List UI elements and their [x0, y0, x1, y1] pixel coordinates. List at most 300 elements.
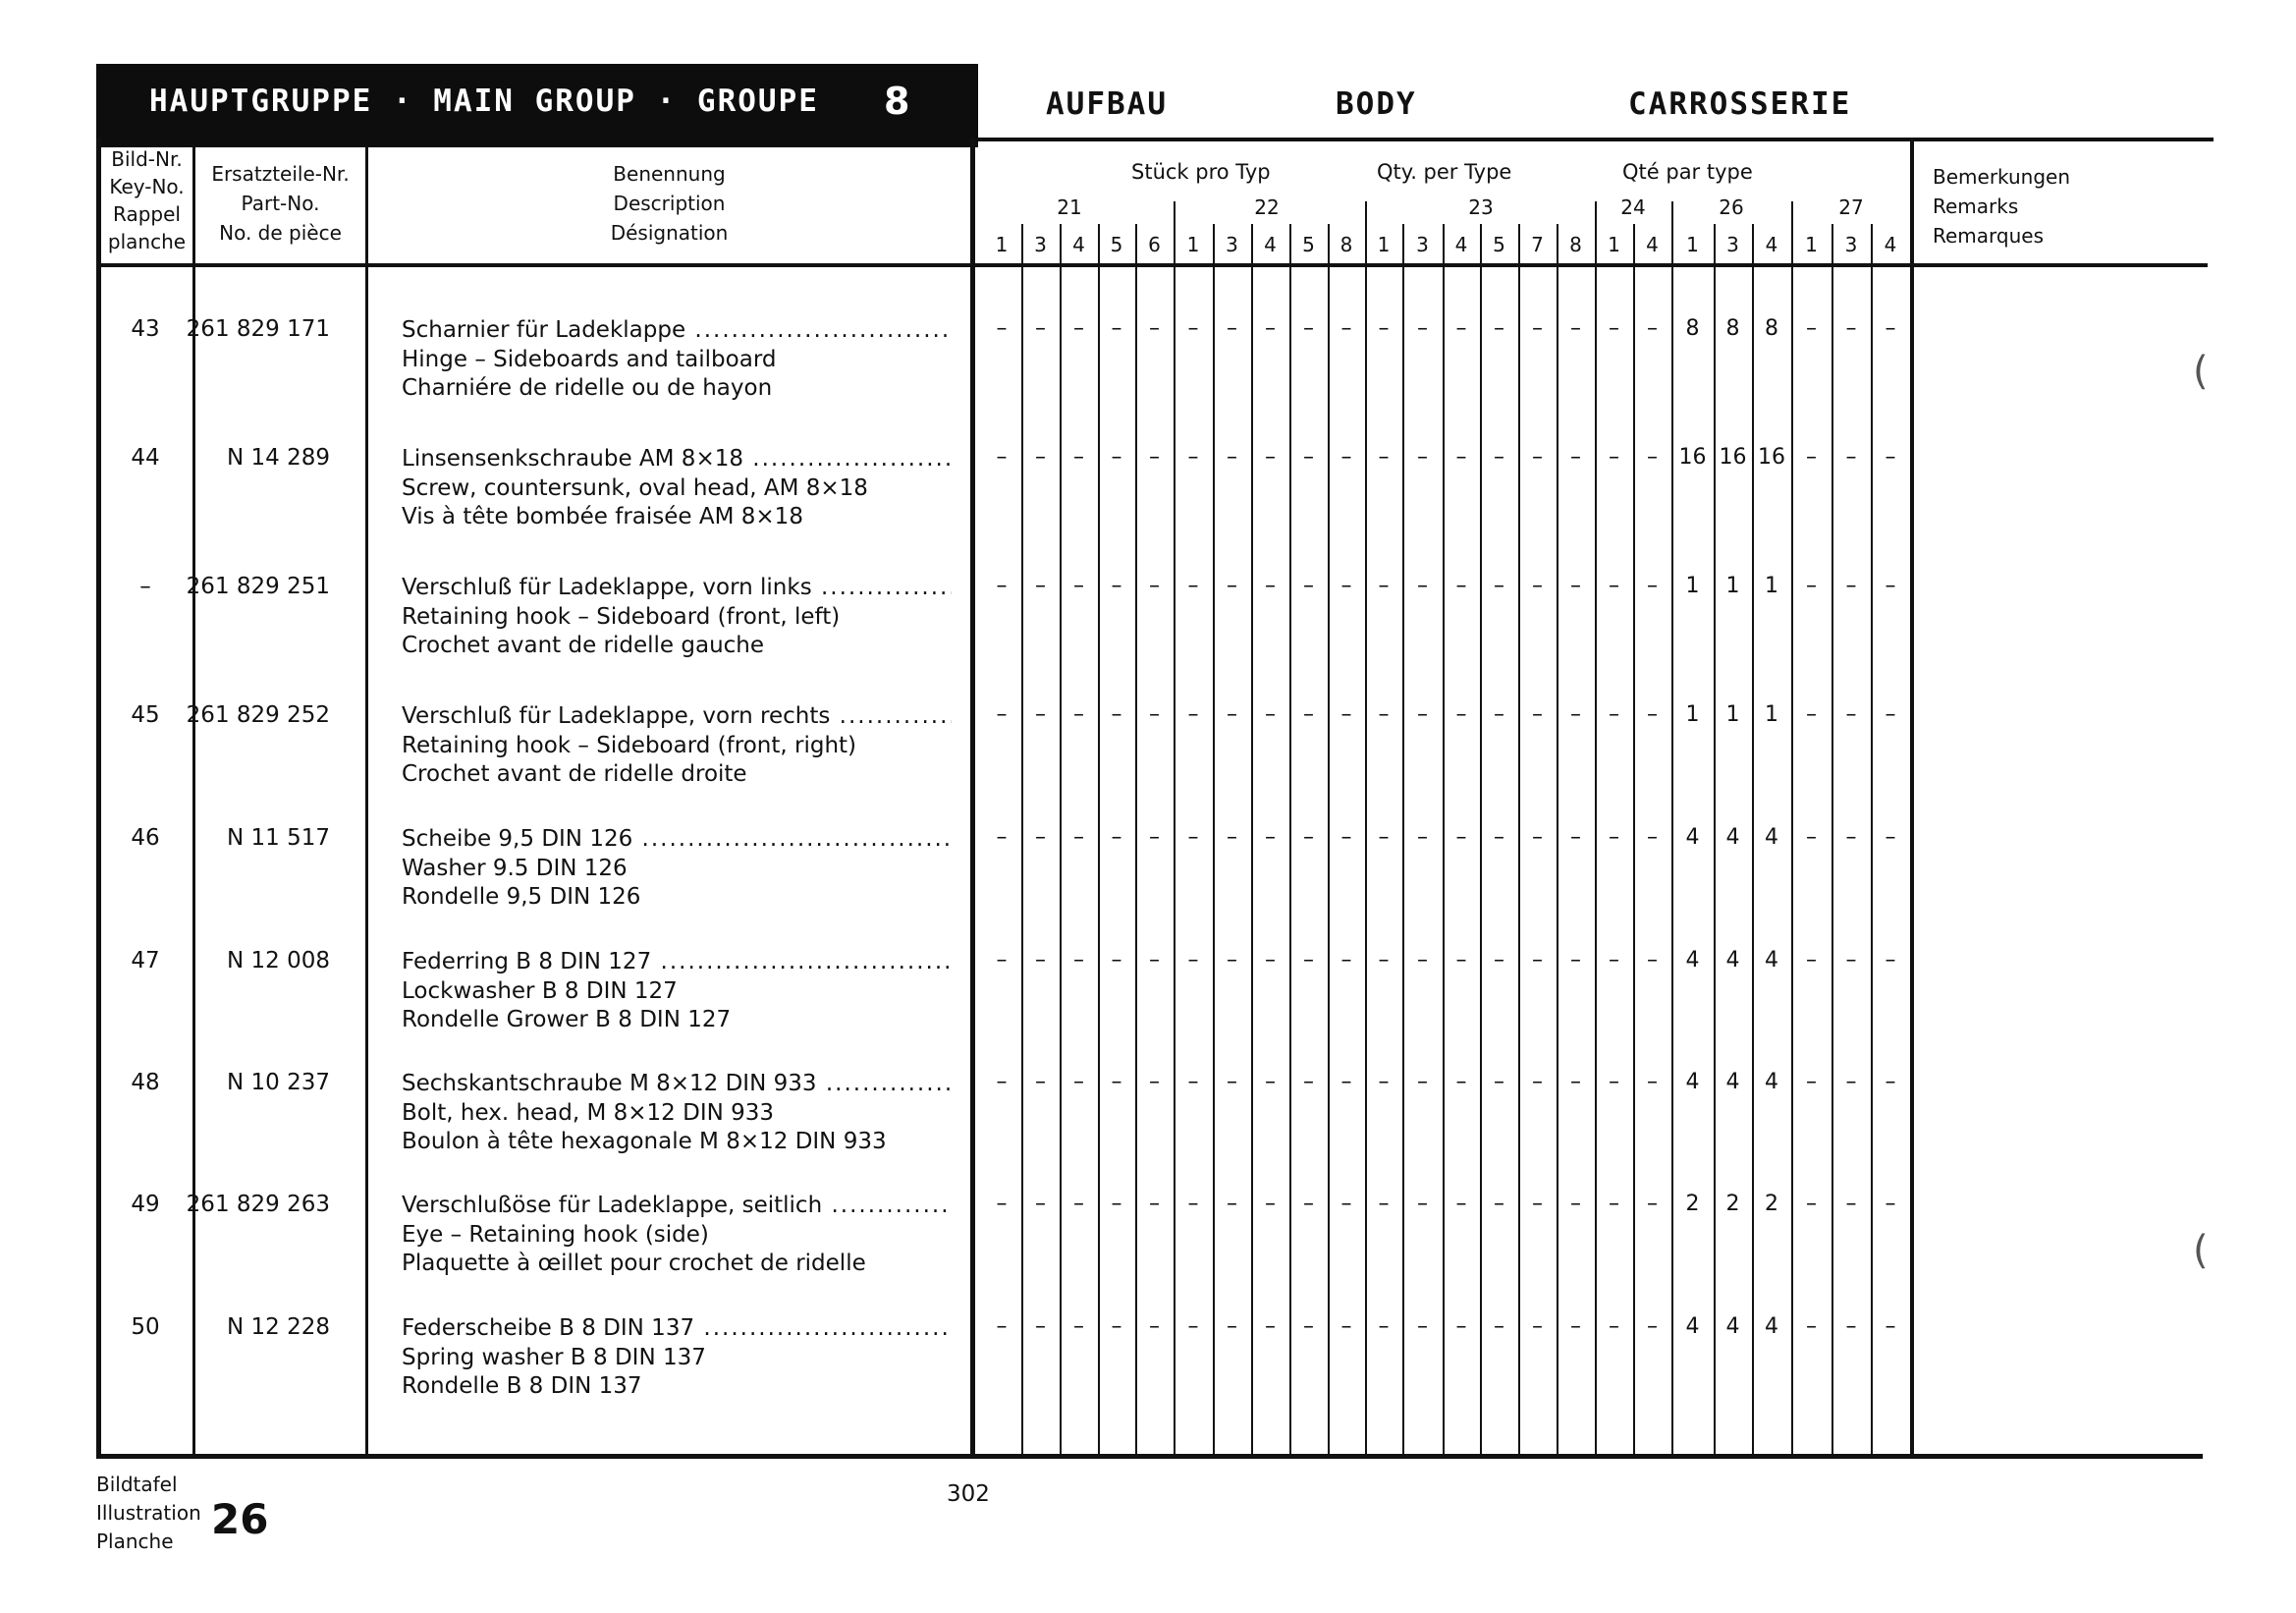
part-number: N 12 008 [227, 948, 330, 973]
part-description [402, 1192, 952, 1279]
quantity-dash: – [1149, 702, 1160, 727]
quantity-dash: – [1187, 316, 1199, 341]
type-sub-number: 3 [1726, 233, 1739, 256]
quantity-dash: – [1378, 948, 1390, 973]
quantity-dash: – [1532, 1314, 1543, 1339]
quantity-dash: – [1885, 702, 1896, 727]
quantity-dash: – [1227, 1314, 1237, 1339]
quantity-dash: – [1885, 1314, 1896, 1339]
quantity-dash: – [1340, 1070, 1352, 1094]
quantity-dash: – [1455, 1070, 1467, 1094]
quantity-dash: – [1609, 825, 1619, 850]
quantity-dash: – [1885, 1070, 1896, 1094]
quantity-dash: – [1340, 825, 1352, 850]
quantity-value: 1 [1765, 702, 1778, 727]
group-number: 8 [884, 80, 910, 123]
key-number: 46 [131, 825, 160, 851]
quantity-dash: – [1417, 948, 1428, 973]
remarks-header-fr: Remarques [1933, 224, 2045, 248]
quantity-dash: – [1111, 1070, 1122, 1094]
type-sub-number: 3 [1416, 233, 1429, 256]
key-header-en: Key-No. [109, 175, 185, 198]
description-en: Hinge – Sideboards and tailboard [402, 346, 777, 372]
qty-header-de: Stück pro Typ [1131, 160, 1271, 184]
part-no-header [195, 159, 365, 248]
quantity-dash: – [1227, 316, 1237, 341]
type-sub-number: 1 [1608, 233, 1620, 256]
type-sub-number: 8 [1339, 233, 1353, 256]
quantity-dash: – [1340, 1314, 1352, 1339]
description-de: Linsensenkschraube AM 8×18 ..... [402, 445, 952, 474]
plate-label-de: Bildtafel [96, 1473, 178, 1496]
page-number: 302 [947, 1481, 990, 1507]
key-number: 43 [131, 316, 160, 342]
quantity-dash: – [1609, 702, 1619, 727]
type-sub-number: 8 [1569, 233, 1582, 256]
quantity-dash: – [1885, 445, 1896, 470]
quantity-dash: – [1647, 445, 1658, 470]
description-fr: Plaquette à œillet pour crochet de ridelle [402, 1251, 866, 1276]
part-number: N 11 517 [227, 825, 330, 851]
description-en: Spring washer B 8 DIN 137 [402, 1344, 706, 1370]
remarks-header-en: Remarks [1933, 195, 2019, 218]
quantity-dash: – [1035, 316, 1046, 341]
quantity-dash: – [1111, 948, 1122, 973]
quantity-dash: – [1265, 574, 1276, 598]
quantity-value: 16 [1719, 445, 1747, 470]
quantity-dash: – [1073, 948, 1084, 973]
quantity-dash: – [1532, 1192, 1543, 1216]
quantity-dash: – [1073, 702, 1084, 727]
part-header-en: Part-No. [241, 192, 320, 215]
quantity-dash: – [1494, 1070, 1504, 1094]
quantity-dash: – [1806, 1070, 1817, 1094]
quantity-value: 4 [1685, 825, 1700, 850]
type-group-number: 26 [1719, 195, 1744, 219]
type-sub-number: 3 [1034, 233, 1047, 256]
quantity-dash: – [1455, 316, 1467, 341]
type-sub-number: 3 [1844, 233, 1858, 256]
quantity-dash: – [996, 1314, 1008, 1339]
quantity-dash: – [1378, 316, 1390, 341]
quantity-dash: – [1455, 445, 1467, 470]
quantity-dash: – [1303, 1314, 1314, 1339]
quantity-dash: – [1845, 948, 1857, 973]
quantity-dash: – [1378, 1314, 1390, 1339]
quantity-value: 4 [1725, 1314, 1740, 1339]
quantity-value: 4 [1725, 1070, 1740, 1094]
quantity-dash: – [1265, 316, 1276, 341]
quantity-dash: – [1227, 445, 1237, 470]
quantity-dash: – [1570, 574, 1581, 598]
quantity-dash: – [1806, 316, 1817, 341]
quantity-dash: – [1532, 574, 1543, 598]
key-number: 50 [131, 1314, 160, 1340]
quantity-dash: – [1647, 316, 1658, 341]
quantity-dash: – [1885, 316, 1896, 341]
quantity-dash: – [1149, 1070, 1160, 1094]
key-number: 47 [131, 948, 160, 973]
quantity-dash: – [1149, 1314, 1160, 1339]
title-french: CARROSSERIE [1628, 86, 1852, 122]
main-group-banner [96, 64, 978, 147]
quantity-dash: – [1378, 1192, 1390, 1216]
description-de: Verschluß für Ladeklappe, vorn links ..... [402, 574, 952, 603]
part-number: N 14 289 [227, 445, 330, 471]
quantity-dash: – [1609, 1314, 1619, 1339]
quantity-dash: – [1647, 825, 1658, 850]
title-english: BODY [1336, 86, 1417, 122]
quantity-dash: – [1303, 702, 1314, 727]
quantity-dash: – [1303, 1070, 1314, 1094]
quantity-dash: – [1845, 316, 1857, 341]
part-description [402, 445, 952, 532]
quantity-dash: – [1609, 1070, 1619, 1094]
quantity-dash: – [1227, 1192, 1237, 1216]
quantity-dash: – [1111, 1192, 1122, 1216]
quantity-dash: – [1455, 825, 1467, 850]
quantity-dash: – [1647, 948, 1658, 973]
desc-header-en: Description [613, 192, 726, 215]
part-description [402, 1070, 952, 1157]
type-sub-number: 4 [1072, 233, 1085, 256]
key-header-fr-2: planche [107, 230, 187, 253]
quantity-dash: – [1073, 825, 1084, 850]
quantity-dash: – [1806, 702, 1817, 727]
quantity-dash: – [1378, 1070, 1390, 1094]
quantity-dash: – [1378, 825, 1390, 850]
description-de: Federscheibe B 8 DIN 137 ..... [402, 1314, 952, 1344]
quantity-dash: – [1494, 1314, 1504, 1339]
quantity-dash: – [1227, 574, 1237, 598]
part-number: 261 829 252 [186, 702, 330, 728]
quantity-dash: – [1073, 574, 1084, 598]
quantity-dash: – [1647, 574, 1658, 598]
quantity-dash: – [1340, 574, 1352, 598]
quantity-dash: – [1647, 1314, 1658, 1339]
type-group-separator [1791, 201, 1793, 231]
plate-label-fr: Planche [96, 1530, 174, 1553]
part-header-fr: No. de pièce [219, 221, 342, 245]
quantity-dash: – [1340, 1192, 1352, 1216]
quantity-dash: – [1570, 948, 1581, 973]
quantity-dash: – [1806, 574, 1817, 598]
quantity-dash: – [1149, 1192, 1160, 1216]
header-bottom-rule [96, 263, 2208, 267]
quantity-value: 4 [1685, 1070, 1700, 1094]
type-sub-number: 1 [1805, 233, 1818, 256]
title-german: AUFBAU [1046, 86, 1168, 122]
quantity-value: 8 [1765, 316, 1778, 341]
description-en: Retaining hook – Sideboard (front, right) [402, 732, 857, 758]
quantity-dash: – [1149, 316, 1160, 341]
quantity-dash: – [1417, 445, 1428, 470]
type-sub-number: 1 [1186, 233, 1200, 256]
part-description [402, 316, 952, 404]
col-divider-key [192, 145, 195, 1457]
quantity-value: 1 [1685, 702, 1700, 727]
type-group-number: 23 [1468, 195, 1494, 219]
type-sub-number: 5 [1110, 233, 1123, 256]
quantity-dash: – [1845, 825, 1857, 850]
col-divider-desc [970, 138, 975, 1459]
quantity-dash: – [996, 702, 1008, 727]
type-sub-number: 4 [1646, 233, 1659, 256]
quantity-dash: – [1111, 825, 1122, 850]
quantity-dash: – [1035, 445, 1046, 470]
description-fr: Boulon à tête hexagonale M 8×12 DIN 933 [402, 1129, 887, 1154]
quantity-dash: – [1570, 825, 1581, 850]
description-en: Screw, countersunk, oval head, AM 8×18 [402, 474, 868, 501]
quantity-value: 1 [1685, 574, 1700, 598]
quantity-dash: – [1455, 1192, 1467, 1216]
quantity-dash: – [996, 948, 1008, 973]
quantity-dash: – [1303, 1192, 1314, 1216]
type-sub-number: 4 [1765, 233, 1778, 256]
part-description [402, 948, 952, 1035]
type-group-number: 24 [1620, 195, 1646, 219]
quantity-value: 4 [1685, 1314, 1700, 1339]
quantity-value: 1 [1765, 574, 1778, 598]
quantity-dash: – [1035, 948, 1046, 973]
quantity-value: 4 [1685, 948, 1700, 973]
key-header-de: Bild-Nr. [111, 147, 183, 171]
quantity-dash: – [1035, 702, 1046, 727]
quantity-dash: – [1845, 1192, 1857, 1216]
quantity-dash: – [1187, 1192, 1199, 1216]
quantity-dash: – [1227, 1070, 1237, 1094]
part-number: N 10 237 [227, 1070, 330, 1095]
quantity-dash: – [1111, 445, 1122, 470]
quantity-dash: – [1187, 702, 1199, 727]
type-sub-number: 3 [1226, 233, 1238, 256]
quantity-dash: – [1227, 948, 1237, 973]
description-fr: Vis à tête bombée fraisée AM 8×18 [402, 504, 803, 529]
key-number: – [139, 574, 151, 599]
description-en: Retaining hook – Sideboard (front, left) [402, 603, 841, 630]
quantity-dash: – [1647, 702, 1658, 727]
quantity-dash: – [1845, 702, 1857, 727]
quantity-dash: – [1417, 1314, 1428, 1339]
quantity-dash: – [1417, 1070, 1428, 1094]
quantity-value: 4 [1765, 948, 1778, 973]
plate-number: 26 [211, 1495, 269, 1543]
quantity-dash: – [1303, 316, 1314, 341]
remarks-header-de: Bemerkungen [1933, 165, 2071, 189]
description-en: Washer 9.5 DIN 126 [402, 855, 628, 881]
part-number: N 12 228 [227, 1314, 330, 1340]
key-number: 48 [131, 1070, 160, 1095]
quantity-dash: – [1885, 948, 1896, 973]
description-header [368, 159, 970, 248]
description-de: Scharnier für Ladeklappe ..... [402, 316, 952, 346]
quantity-dash: – [1340, 948, 1352, 973]
quantity-dash: – [996, 316, 1008, 341]
quantity-dash: – [1303, 574, 1314, 598]
quantity-dash: – [1494, 574, 1504, 598]
quantity-value: 4 [1725, 825, 1740, 850]
description-fr: Charniére de ridelle ou de hayon [402, 375, 773, 401]
table-bottom-rule [96, 1454, 2203, 1459]
description-fr: Crochet avant de ridelle droite [402, 761, 747, 787]
quantity-dash: – [1494, 316, 1504, 341]
remarks-header [1933, 162, 2070, 250]
quantity-value: 1 [1725, 574, 1740, 598]
quantity-dash: – [1265, 1192, 1276, 1216]
type-sub-number: 4 [1264, 233, 1277, 256]
quantity-dash: – [1035, 825, 1046, 850]
quantity-value: 2 [1765, 1192, 1778, 1216]
key-no-header [101, 145, 192, 255]
quantity-dash: – [1570, 316, 1581, 341]
quantity-dash: – [1532, 702, 1543, 727]
key-number: 45 [131, 702, 160, 728]
quantity-value: 16 [1678, 445, 1707, 470]
quantity-dash: – [1845, 1070, 1857, 1094]
description-fr: Rondelle Grower B 8 DIN 127 [402, 1007, 732, 1032]
quantity-dash: – [1111, 702, 1122, 727]
quantity-dash: – [1609, 948, 1619, 973]
quantity-dash: – [1806, 1314, 1817, 1339]
quantity-dash: – [1149, 574, 1160, 598]
quantity-dash: – [1378, 574, 1390, 598]
description-fr: Rondelle 9,5 DIN 126 [402, 884, 641, 910]
quantity-dash: – [1149, 445, 1160, 470]
desc-header-fr: Désignation [610, 221, 729, 245]
quantity-value: 2 [1725, 1192, 1740, 1216]
type-sub-number: 5 [1302, 233, 1315, 256]
margin-mark-upper: ( [2193, 349, 2209, 394]
type-group-number: 21 [1057, 195, 1082, 219]
quantity-dash: – [1455, 574, 1467, 598]
description-fr: Rondelle B 8 DIN 137 [402, 1373, 642, 1399]
description-de: Verschlußöse für Ladeklappe, seitlich ..... [402, 1192, 952, 1221]
quantity-dash: – [1187, 1314, 1199, 1339]
description-de: Federring B 8 DIN 127 ..... [402, 948, 952, 977]
type-sub-number: 4 [1454, 233, 1468, 256]
type-sub-number: 1 [995, 233, 1009, 256]
quantity-dash: – [1378, 445, 1390, 470]
quantity-dash: – [1455, 948, 1467, 973]
quantity-dash: – [1227, 825, 1237, 850]
quantity-dash: – [1340, 702, 1352, 727]
quantity-dash: – [1570, 1192, 1581, 1216]
description-en: Eye – Retaining hook (side) [402, 1221, 709, 1248]
type-group-number: 27 [1838, 195, 1864, 219]
description-en: Bolt, hex. head, M 8×12 DIN 933 [402, 1099, 775, 1126]
quantity-value: 4 [1725, 948, 1740, 973]
quantity-dash: – [1647, 1070, 1658, 1094]
quantity-value: 1 [1725, 702, 1740, 727]
type-sub-number: 1 [1377, 233, 1391, 256]
plate-label-en: Illustration [96, 1501, 201, 1525]
quantity-dash: – [1532, 948, 1543, 973]
quantity-value: 16 [1758, 445, 1785, 470]
quantity-dash: – [1187, 1070, 1199, 1094]
quantity-dash: – [1609, 574, 1619, 598]
quantity-dash: – [1455, 1314, 1467, 1339]
part-description [402, 1314, 952, 1402]
type-group-separator [1174, 201, 1175, 231]
quantity-dash: – [1265, 825, 1276, 850]
quantity-dash: – [1570, 1070, 1581, 1094]
quantity-dash: – [1111, 1314, 1122, 1339]
description-de: Verschluß für Ladeklappe, vorn rechts ..... [402, 702, 952, 732]
description-de: Scheibe 9,5 DIN 126 ..... [402, 825, 952, 855]
type-sub-number: 4 [1884, 233, 1897, 256]
description-de: Sechskantschraube M 8×12 DIN 933 ..... [402, 1070, 952, 1099]
quantity-dash: – [1494, 702, 1504, 727]
quantity-dash: – [1417, 574, 1428, 598]
quantity-dash: – [1570, 702, 1581, 727]
quantity-dash: – [1494, 445, 1504, 470]
quantity-dash: – [1111, 574, 1122, 598]
key-number: 49 [131, 1192, 160, 1217]
key-number: 44 [131, 445, 160, 471]
quantity-dash: – [1073, 1070, 1084, 1094]
type-sub-number: 5 [1493, 233, 1505, 256]
quantity-dash: – [1073, 445, 1084, 470]
quantity-dash: – [1647, 1192, 1658, 1216]
quantity-dash: – [1570, 445, 1581, 470]
quantity-dash: – [996, 1070, 1008, 1094]
quantity-dash: – [1494, 1192, 1504, 1216]
description-en: Lockwasher B 8 DIN 127 [402, 977, 678, 1004]
part-number: 261 829 171 [186, 316, 330, 342]
quantity-dash: – [1035, 1314, 1046, 1339]
quantity-dash: – [1494, 825, 1504, 850]
quantity-dash: – [1227, 702, 1237, 727]
quantity-dash: – [1532, 1070, 1543, 1094]
quantity-dash: – [1035, 1070, 1046, 1094]
quantity-dash: – [1417, 702, 1428, 727]
margin-mark-lower: ( [2193, 1228, 2209, 1273]
quantity-dash: – [1035, 574, 1046, 598]
quantity-dash: – [1149, 825, 1160, 850]
quantity-dash: – [1265, 702, 1276, 727]
quantity-dash: – [1187, 825, 1199, 850]
quantity-value: 4 [1765, 1070, 1778, 1094]
quantity-dash: – [996, 825, 1008, 850]
quantity-dash: – [1303, 825, 1314, 850]
quantity-dash: – [1265, 445, 1276, 470]
quantity-dash: – [1187, 574, 1199, 598]
quantity-value: 4 [1765, 825, 1778, 850]
type-sub-number: 6 [1148, 233, 1161, 256]
quantity-dash: – [1303, 445, 1314, 470]
quantity-value: 2 [1685, 1192, 1700, 1216]
type-group-separator [1595, 201, 1597, 231]
quantity-dash: – [1035, 1192, 1046, 1216]
quantity-dash: – [1455, 702, 1467, 727]
part-number: 261 829 263 [186, 1192, 330, 1217]
quantity-dash: – [1885, 1192, 1896, 1216]
quantity-dash: – [1187, 445, 1199, 470]
key-header-fr: Rappel [113, 202, 181, 226]
desc-header-de: Benennung [613, 162, 726, 186]
quantity-value: 8 [1685, 316, 1700, 341]
quantity-dash: – [1806, 825, 1817, 850]
plate-label [96, 1471, 201, 1556]
quantity-dash: – [1111, 316, 1122, 341]
col-divider-part [365, 145, 368, 1457]
quantity-dash: – [1340, 316, 1352, 341]
quantity-dash: – [1149, 948, 1160, 973]
quantity-dash: – [996, 1192, 1008, 1216]
col-divider-remarks [1910, 138, 1914, 1459]
type-sub-number: 1 [1686, 233, 1699, 256]
quantity-dash: – [1073, 1314, 1084, 1339]
